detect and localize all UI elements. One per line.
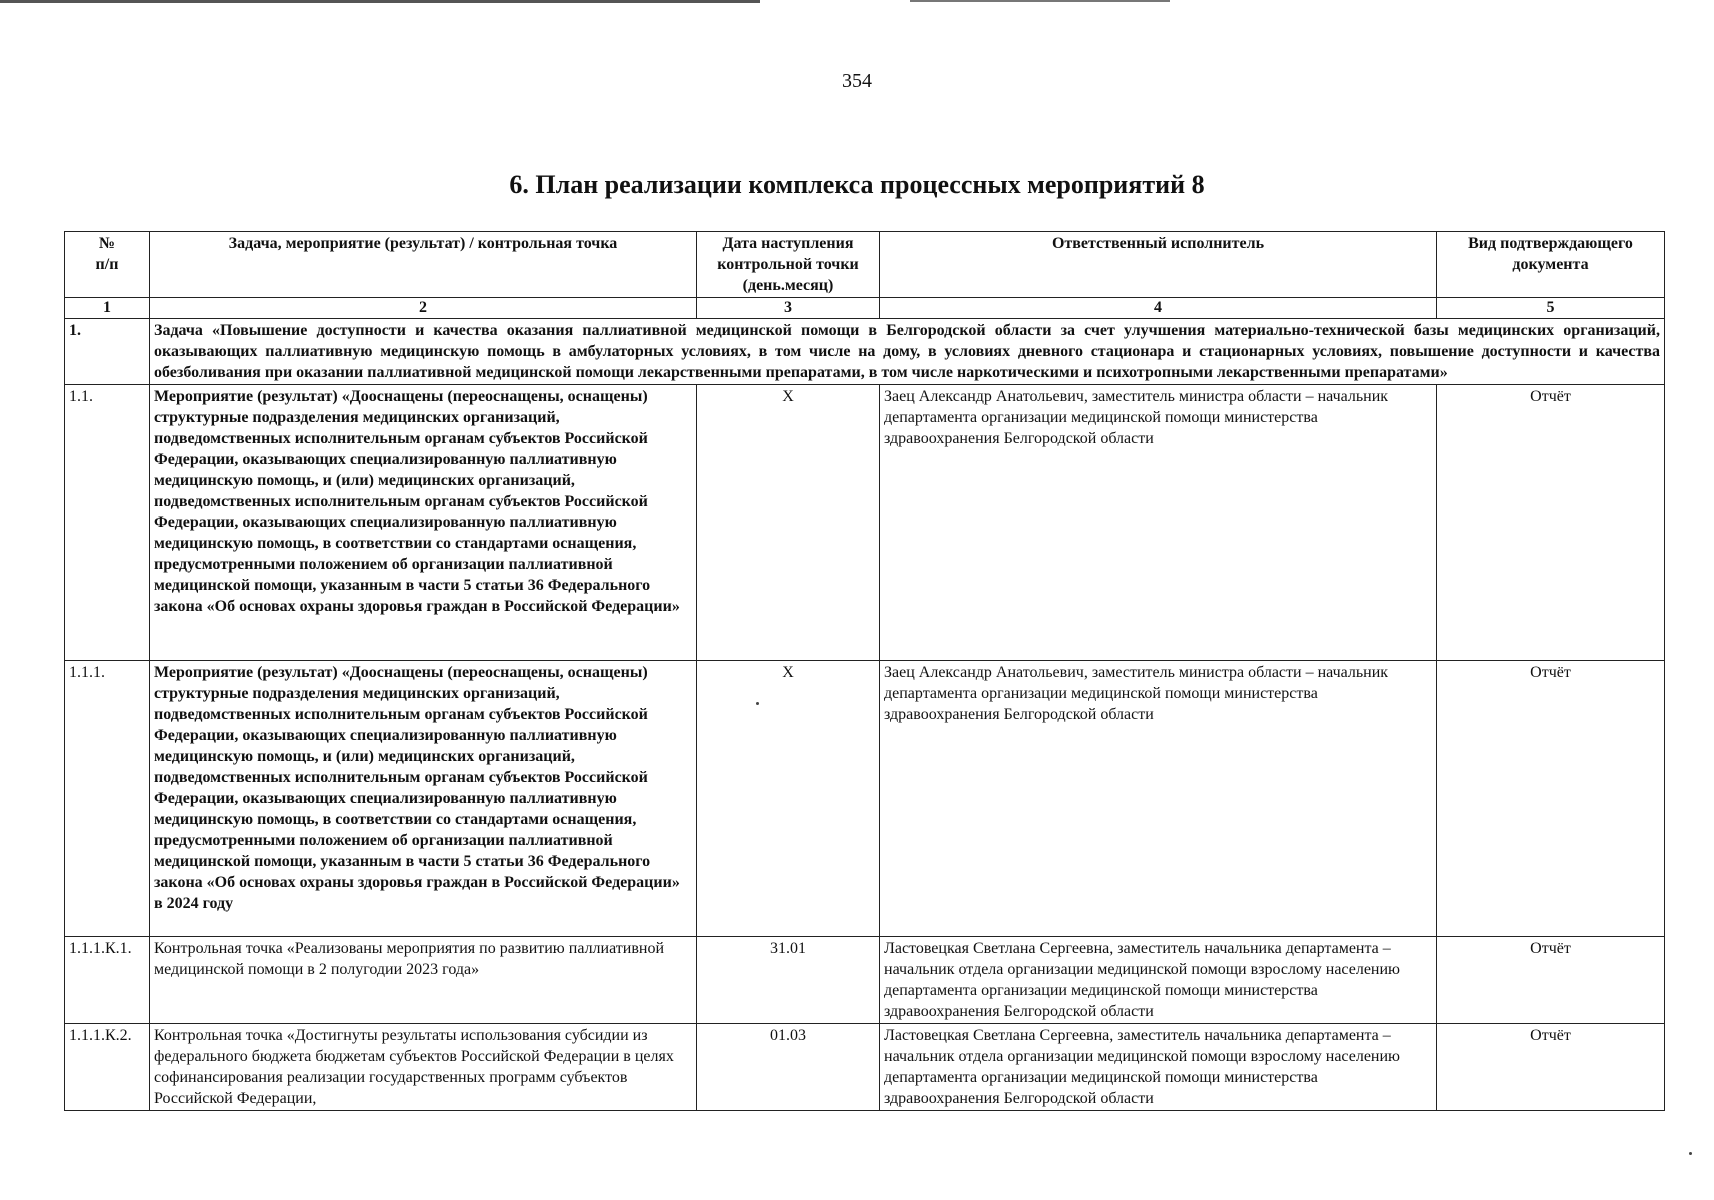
row-task: Контрольная точка «Реализованы мероприятия по развитию паллиативной медицинской помощи в 2 полугодии 2023 года» xyxy=(150,937,697,1024)
column-number: 3 xyxy=(697,298,880,319)
row-task: Мероприятие (результат) «Дооснащены (переоснащены, оснащены) структурные подразделения медицинских организаций, подведомственных исполнительным органам субъектов Российской Федерации, оказывающих специализированную паллиативную медицинскую помощь, и (или) медицинских организаций, подведомственных исполнительным органам субъектов Российской Федерации, оказывающих специализированную паллиативную медицинскую помощь, в соответствии со стандартами оснащения, предусмотренными положением об организации паллиативной медицинской помощи, указанным в части 5 статьи 36 Федерального закона «Об основах охраны здоровья граждан в Российской Федерации» в 2024 году xyxy=(150,661,697,937)
header-task xyxy=(150,232,697,298)
table-row xyxy=(65,1024,1665,1111)
scan-edge-line xyxy=(0,0,760,3)
row-num: 1.1. xyxy=(65,385,150,661)
header-date-label: Дата наступления контрольной точки (день.месяц) xyxy=(717,235,859,294)
column-number: 1 xyxy=(65,298,150,319)
row-executor: Заец Александр Анатольевич, заместитель министра области – начальник департамента организации медицинской помощи министерства здравоохранения Белгородской области xyxy=(880,661,1437,937)
row-executor: Ластовецкая Светлана Сергеевна, заместитель начальника департамента – начальник отдела организации медицинской помощи взрослому населению департамента организации медицинской помощи министерства здравоохранения Белгородской области xyxy=(880,1024,1437,1111)
scan-speck xyxy=(756,702,759,705)
header-doc xyxy=(1437,232,1665,298)
row-executor: Заец Александр Анатольевич, заместитель министра области – начальник департамента организации медицинской помощи министерства здравоохранения Белгородской области xyxy=(880,385,1437,661)
row-num: 1.1.1.К.2. xyxy=(65,1024,150,1111)
row-doc: Отчёт xyxy=(1437,1024,1665,1111)
row-task: Мероприятие (результат) «Дооснащены (переоснащены, оснащены) структурные подразделения медицинских организаций, подведомственных исполнительным органам субъектов Российской Федерации, оказывающих специализированную паллиативную медицинскую помощь, и (или) медицинских организаций, подведомственных исполнительным органам субъектов Российской Федерации, оказывающих специализированную паллиативную медицинскую помощь, в соответствии со стандартами оснащения, предусмотренными положением об организации паллиативной медицинской помощи, указанным в части 5 статьи 36 Федерального закона «Об основах охраны здоровья граждан в Российской Федерации» xyxy=(150,385,697,661)
task-row xyxy=(65,319,1665,385)
header-num-label: № п/п xyxy=(95,235,119,273)
header-executor-label: Ответственный исполнитель xyxy=(1051,235,1265,252)
header-task-label: Задача, мероприятие (результат) / контрольная точка xyxy=(228,235,618,252)
row-date: Х xyxy=(697,661,880,937)
header-executor xyxy=(880,232,1437,298)
scan-edge-line xyxy=(910,0,1170,2)
scan-speck xyxy=(1689,1152,1692,1155)
task-text: Задача «Повышение доступности и качества оказания паллиативной медицинской помощи в Белгородской области за счет улучшения материально-технической базы медицинских организаций, оказывающих паллиативную медицинскую помощь в амбулаторных условиях, в том числе на дому, в условиях дневного стационара и стационарных условиях, повышение доступности и качества обезболивания при оказании паллиативной медицинской помощи лекарственными препаратами, в том числе наркотическими и психотропными лекарственными препаратами» xyxy=(150,319,1665,385)
table-header-row xyxy=(65,232,1665,298)
table-row xyxy=(65,937,1665,1024)
plan-table xyxy=(64,231,1665,1111)
task-num: 1. xyxy=(65,319,150,385)
row-doc: Отчёт xyxy=(1437,937,1665,1024)
header-date xyxy=(697,232,880,298)
row-doc: Отчёт xyxy=(1437,661,1665,937)
column-number: 2 xyxy=(150,298,697,319)
table-row xyxy=(65,661,1665,937)
row-doc: Отчёт xyxy=(1437,385,1665,661)
row-date: 31.01 xyxy=(697,937,880,1024)
table-row xyxy=(65,385,1665,661)
row-num: 1.1.1. xyxy=(65,661,150,937)
row-executor: Ластовецкая Светлана Сергеевна, заместитель начальника департамента – начальник отдела организации медицинской помощи взрослому населению департамента организации медицинской помощи министерства здравоохранения Белгородской области xyxy=(880,937,1437,1024)
page-title: 6. План реализации комплекса процессных мероприятий 8 xyxy=(509,170,1205,199)
row-num: 1.1.1.К.1. xyxy=(65,937,150,1024)
header-doc-label: Вид подтверждающего документа xyxy=(1468,235,1633,273)
column-number: 4 xyxy=(880,298,1437,319)
column-number-row xyxy=(65,298,1665,319)
page-number: 354 xyxy=(842,70,872,92)
row-date: Х xyxy=(697,385,880,661)
row-task: Контрольная точка «Достигнуты результаты использования субсидии из федерального бюджета бюджетам субъектов Российской Федерации в целях софинансирования реализации государственных программ субъектов Российской Федерации, xyxy=(150,1024,697,1111)
row-date: 01.03 xyxy=(697,1024,880,1111)
column-number: 5 xyxy=(1437,298,1665,319)
header-num xyxy=(65,232,150,298)
